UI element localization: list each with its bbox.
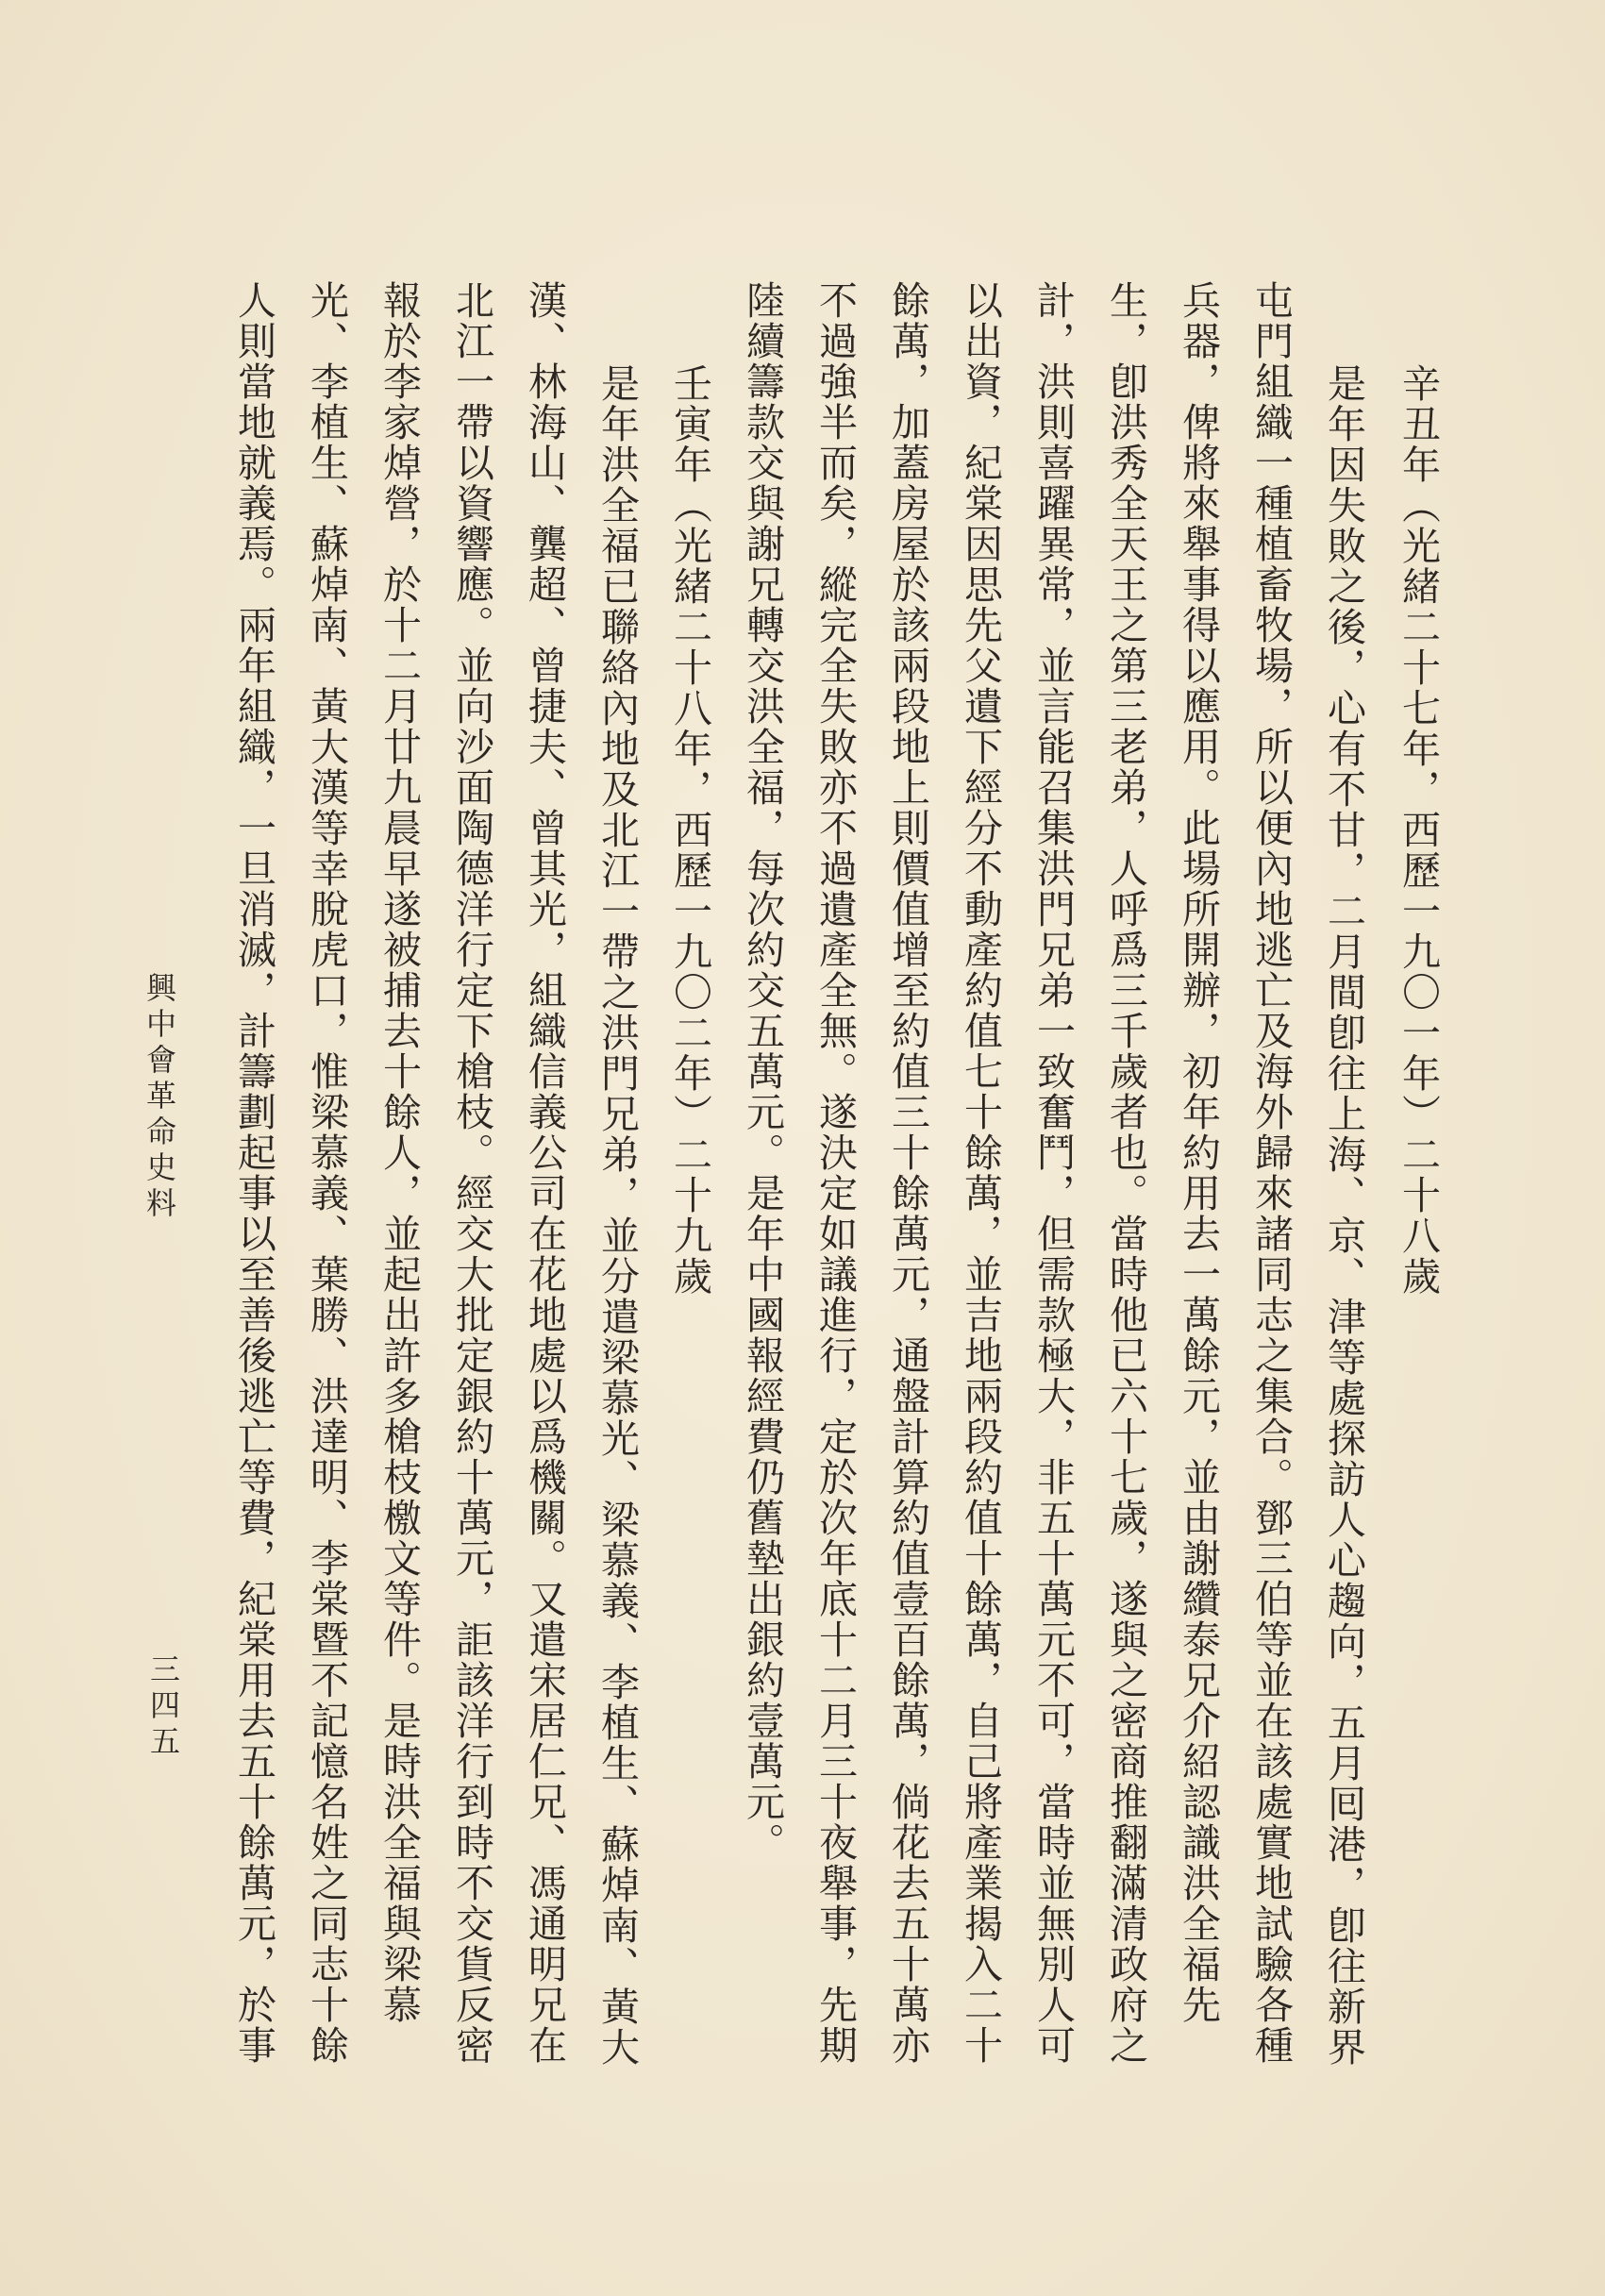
heading-xinchou-year: 辛丑年（光緒二十七年，西歷一九〇一年）二十八歲	[1396, 363, 1441, 1297]
text-column: 餘萬，加蓋房屋於該兩段地上則價值增至約值三十餘萬元，通盤計算約值壹百餘萬，倘花去五十萬亦	[885, 280, 930, 2066]
text-column: 報於李家焯營，於十二月廿九晨早遂被捕去十餘人，並起出許多槍枝檄文等件。是時洪全福與梁慕	[376, 280, 422, 2025]
text-column: 屯門組織一種植畜牧場，所以便內地逃亡及海外歸來諸同志之集合。鄧三伯等並在該處實地試驗各種	[1248, 280, 1294, 2066]
text-column: 兵器，俾將來舉事得以應用。此場所開辦，初年約用去一萬餘元，並由謝纘泰兄介紹認識洪全福先	[1176, 280, 1221, 2025]
text-column: 陸續籌款交與謝兄轉交洪全福，每次約交五萬元。是年中國報經費仍舊墊出銀約壹萬元。	[740, 280, 785, 1863]
text-column: 漢、林海山、龔超、曾捷夫、曾其光，組織信義公司在花地處以爲機關。又遣宋居仁兄、馮通明兄在	[522, 280, 567, 2066]
text-column: 光、李植生、蘇焯南、黃大漢等幸脫虎口，惟梁慕義、葉勝、洪達明、李棠暨不記憶名姓之同志十餘	[304, 280, 349, 2066]
heading-renyin-year: 壬寅年（光緒二十八年，西歷一九〇二年）二十九歲	[667, 363, 712, 1297]
text-column: 人則當地就義焉。兩年組織，一旦消滅，計籌劃起事以至善後逃亡等費，紀棠用去五十餘萬元，於事	[231, 280, 276, 2066]
text-column: 生，卽洪秀全天王之第三老弟，人呼爲三千歲者也。當時他已六十七歲，遂與之密商推翻滿清政府之	[1103, 280, 1148, 2066]
text-column: 是年因失敗之後，心有不甘，二月間卽往上海、京、津等處探訪人心趨向，五月囘港，卽往新界	[1321, 363, 1366, 2068]
page-number: 三四五	[145, 1653, 181, 1761]
text-column: 計，洪則喜躍異常，並言能召集洪門兄弟一致奮鬥，但需款極大，非五十萬元不可，當時並無別人可	[1030, 280, 1076, 2066]
running-title: 興中會革命史料	[142, 972, 177, 1223]
text-column: 以出資，紀棠因思先父遺下經分不動產約值七十餘萬，並吉地兩段約值十餘萬，自己將產業揭入二十	[958, 280, 1003, 2066]
text-column: 北江一帶以資響應。並向沙面陶德洋行定下槍枝。經交大批定銀約十萬元，詎該洋行到時不交貨反密	[449, 280, 494, 2066]
text-column: 不過強半而矣，縱完全失敗亦不過遺產全無。遂決定如議進行，定於次年底十二月三十夜舉事，先期	[812, 280, 858, 2066]
text-column: 是年洪全福已聯絡內地及北江一帶之洪門兄弟，並分遣梁慕光、梁慕義、李植生、蘇焯南、黃大	[594, 363, 640, 2068]
